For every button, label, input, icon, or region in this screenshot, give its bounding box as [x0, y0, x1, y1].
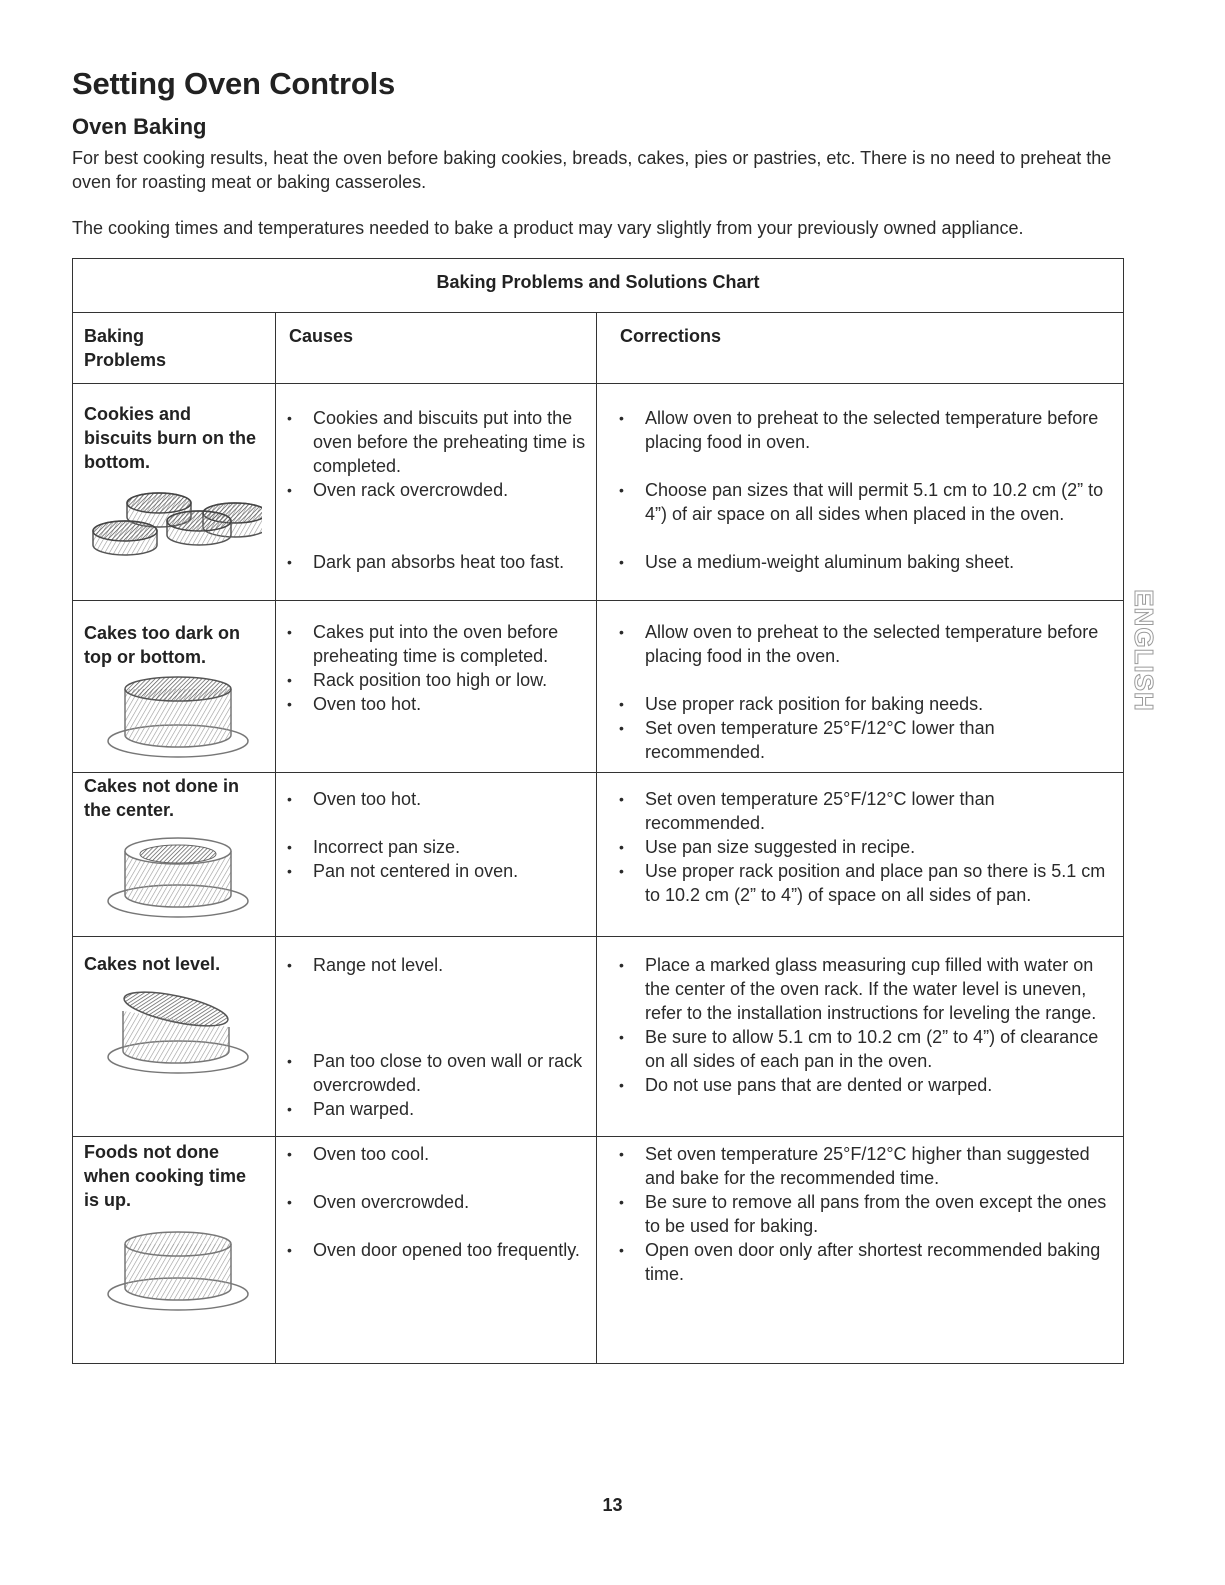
- correction-item: • Use pan size suggested in recipe.: [618, 835, 1113, 859]
- correction-item: • Set oven temperature 25°F/12°C lower than recommended.: [618, 716, 1113, 764]
- correction-item: • Do not use pans that are dented or warped.: [618, 1073, 1113, 1097]
- correction-item: • Place a marked glass measuring cup filled with water on the center of the oven rack. If the water level is uneven, refer to the installation instructions for leveling the range.: [618, 953, 1113, 1025]
- cake-sunken-icon: [103, 829, 253, 924]
- row-divider: [73, 772, 1123, 773]
- correction-item: • Set oven temperature 25°F/12°C lower than recommended.: [618, 787, 1113, 835]
- correction-item: • Set oven temperature 25°F/12°C higher than suggested and bake for the recommended time.: [618, 1142, 1113, 1190]
- cause-item: • Incorrect pan size.: [286, 835, 586, 859]
- header-corrections: Corrections: [620, 326, 722, 346]
- cause-item: • Oven too hot.: [286, 692, 586, 716]
- correction-item: • Be sure to remove all pans from the oven except the ones to be used for baking.: [618, 1190, 1113, 1238]
- section-title: Oven Baking: [72, 114, 207, 139]
- cause-item: • Oven rack overcrowded.: [286, 478, 586, 550]
- corrections-list: [618, 406, 1113, 574]
- cake-undone-icon: [103, 1222, 253, 1317]
- causes-list: [286, 787, 586, 883]
- causes-list: [286, 953, 586, 1121]
- cause-item: • Rack position too high or low.: [286, 668, 586, 692]
- header-causes: Causes: [289, 326, 354, 346]
- cause-item: • Oven too cool.: [286, 1142, 586, 1190]
- intro-paragraph-preheat: For best cooking results, heat the oven before baking cookies, breads, cakes, pies or pastries, etc. There is no need to preheat the oven for roasting meat or baking casseroles.: [72, 148, 1112, 192]
- cause-item: • Oven overcrowded.: [286, 1190, 586, 1238]
- correction-item: • Open oven door only after shortest recommended baking time.: [618, 1238, 1113, 1286]
- correction-item: • Choose pan sizes that will permit 5.1 cm to 10.2 cm (2” to 4”) of air space on all sides when placed in the oven.: [618, 478, 1113, 550]
- page-number: 13: [602, 1495, 623, 1515]
- cause-item: • Oven too hot.: [286, 787, 586, 835]
- causes-list: [286, 406, 586, 574]
- chart-divider: [73, 312, 1123, 313]
- problem-cookies-burn: Cookies and biscuits burn on the bottom.: [84, 404, 257, 472]
- cause-item: • Range not level.: [286, 953, 586, 1049]
- problem-cakes-too-dark: Cakes too dark on top or bottom.: [84, 623, 241, 667]
- header-baking-problems: Baking Problems: [84, 326, 167, 370]
- intro-paragraph-times: The cooking times and temperatures needed to bake a product may vary slightly from your previously owned appliance.: [72, 218, 1024, 238]
- correction-item: • Be sure to allow 5.1 cm to 10.2 cm (2” to 4”) of clearance on all sides of each pan in the oven.: [618, 1025, 1113, 1073]
- cookies-icon: [87, 479, 262, 569]
- cause-item: • Cookies and biscuits put into the oven before the preheating time is completed.: [286, 406, 586, 478]
- chart-title: Baking Problems and Solutions Chart: [436, 272, 760, 292]
- row-divider: [73, 600, 1123, 601]
- row-divider: [73, 936, 1123, 937]
- correction-item: • Use proper rack position and place pan so there is 5.1 cm to 10.2 cm (2” to 4”) of space on all sides of pan.: [618, 859, 1113, 907]
- cause-item: • Pan too close to oven wall or rack overcrowded.: [286, 1049, 586, 1097]
- problem-cakes-not-done-center: Cakes not done in the center.: [84, 776, 240, 820]
- cause-item: • Oven door opened too frequently.: [286, 1238, 586, 1262]
- correction-item: • Use proper rack position for baking needs.: [618, 692, 1113, 716]
- column-divider: [275, 312, 276, 1364]
- correction-item: • Allow oven to preheat to the selected temperature before placing food in oven.: [618, 406, 1113, 478]
- corrections-list: [618, 787, 1113, 907]
- cause-item: • Pan not centered in oven.: [286, 859, 586, 883]
- corrections-list: [618, 953, 1113, 1097]
- page-title: Setting Oven Controls: [72, 66, 396, 101]
- row-divider: [73, 1136, 1123, 1137]
- causes-list: [286, 620, 586, 716]
- correction-item: • Use a medium-weight aluminum baking sheet.: [618, 550, 1113, 574]
- language-tab: [1124, 575, 1162, 725]
- corrections-list: [618, 620, 1113, 764]
- baking-problems-chart: [72, 258, 1124, 1364]
- column-divider: [596, 312, 597, 1364]
- cake-tilted-icon: [103, 987, 253, 1082]
- cause-item: • Pan warped.: [286, 1097, 586, 1121]
- language-tab-label: ENGLISH: [1128, 588, 1159, 712]
- correction-item: • Allow oven to preheat to the selected temperature before placing food in the oven.: [618, 620, 1113, 692]
- cause-item: • Cakes put into the oven before preheating time is completed.: [286, 620, 586, 668]
- cake-dark-icon: [103, 671, 253, 763]
- causes-list: [286, 1142, 586, 1262]
- cause-item: • Dark pan absorbs heat too fast.: [286, 550, 586, 574]
- header-divider: [73, 383, 1123, 384]
- problem-cakes-not-level: Cakes not level.: [84, 954, 221, 974]
- problem-foods-not-done: Foods not done when cooking time is up.: [84, 1142, 247, 1210]
- corrections-list: [618, 1142, 1113, 1286]
